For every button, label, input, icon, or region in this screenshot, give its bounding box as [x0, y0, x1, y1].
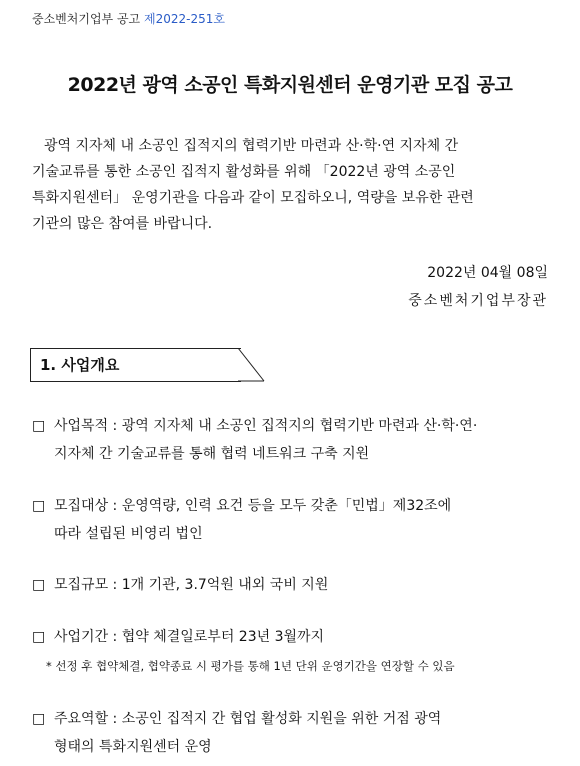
- intro-line: 기관의 많은 참여를 바랍니다.: [32, 216, 213, 232]
- list-item-text: 사업목적 : 광역 지자체 내 소공인 집적지의 협력기반 마련과 산·학·연·: [54, 418, 478, 434]
- intro-line: 기술교류를 통한 소공인 집적지 활성화를 위해 「2022년 광역 소공인: [32, 164, 456, 180]
- list-item-text: 사업기간 : 협약 체결일로부터 23년 3월까지: [54, 629, 325, 645]
- notice-date: 2022년 04월 08일: [427, 265, 548, 281]
- section-heading-diagonal: [238, 348, 266, 382]
- list-item: [32, 705, 562, 761]
- list-item-text: 모집규모 : 1개 기관, 3.7억원 내외 국비 지원: [54, 577, 329, 593]
- list-item-text: 따라 설립된 비영리 법인: [54, 526, 203, 542]
- list-item: [32, 571, 562, 599]
- page-title: 2022년 광역 소공인 특화지원센터 운영기관 모집 공고: [67, 74, 513, 96]
- list-item-text: 주요역할 : 소공인 집적지 간 협업 활성화 지원을 위한 거점 광역: [54, 711, 442, 727]
- notice-number: 제2022-251호: [143, 12, 225, 26]
- intro-line: 광역 지자체 내 소공인 집적지의 협력기반 마련과 산·학·연 지자체 간: [44, 138, 459, 154]
- checkbox-icon: □: [32, 711, 46, 727]
- list-item: [32, 412, 562, 468]
- checkbox-icon: □: [32, 577, 46, 593]
- footnote: * 선정 후 협약체결, 협약종료 시 평가를 통해 1년 단위 운영기간을 연장할 수 있음: [46, 659, 455, 673]
- intro-paragraph: [32, 133, 556, 237]
- list-item: [32, 623, 562, 651]
- list-item-text: 지자체 간 기술교류를 통해 협력 네트워크 구축 지원: [54, 446, 370, 462]
- checkbox-icon: □: [32, 418, 46, 434]
- checkbox-icon: □: [32, 498, 46, 514]
- notice-header: [32, 10, 225, 27]
- list-item-text: 형태의 특화지원센터 운영: [54, 739, 212, 755]
- section-heading: 1. 사업개요: [40, 356, 120, 374]
- checkbox-icon: □: [32, 629, 46, 645]
- notice-org-label: 중소벤처기업부 공고: [32, 12, 141, 26]
- list-item: [32, 492, 562, 548]
- intro-line: 특화지원센터」 운영기관을 다음과 같이 모집하오니, 역량을 보유한 관련: [32, 190, 474, 206]
- signature: 중소벤처기업부장관: [408, 293, 548, 309]
- list-item-text: 모집대상 : 운영역량, 인력 요건 등을 모두 갖춘「민법」제32조에: [54, 498, 452, 514]
